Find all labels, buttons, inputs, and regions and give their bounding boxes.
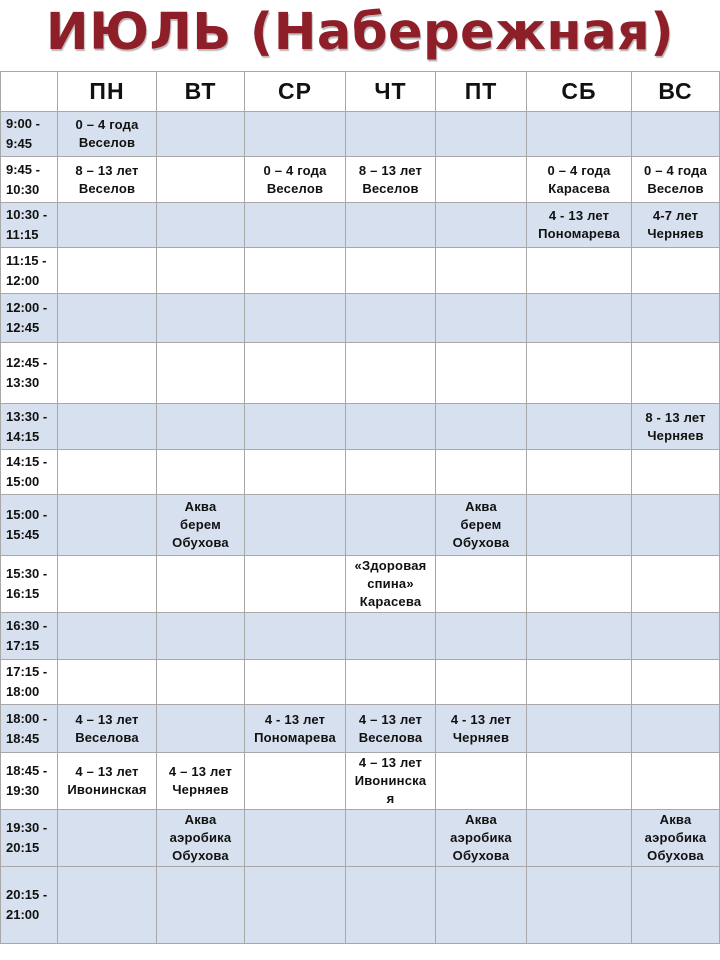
- table-row: [1, 705, 720, 753]
- empty-cell: [58, 404, 157, 450]
- empty-cell: [527, 867, 632, 944]
- table-row: [1, 157, 720, 203]
- empty-cell: [632, 343, 720, 404]
- class-entry-cell: [157, 495, 245, 556]
- class-entry-cell: [58, 157, 157, 203]
- empty-cell: [527, 753, 632, 810]
- empty-cell: [527, 343, 632, 404]
- empty-cell: [157, 157, 245, 203]
- empty-cell: [245, 753, 346, 810]
- empty-cell: [527, 294, 632, 343]
- time-slot-cell: [1, 157, 58, 203]
- time-slot-line: 15:00: [6, 474, 40, 489]
- class-entry-cell: [346, 157, 436, 203]
- class-entry-cell: [58, 705, 157, 753]
- class-entry-cell: [632, 203, 720, 248]
- class-entry-cell: [632, 810, 720, 867]
- class-entry-line: 0 – 4 года: [547, 162, 611, 178]
- class-entry-line: Ивонинска: [354, 773, 427, 788]
- class-entry-line: Веселов: [78, 180, 136, 196]
- time-slot-line: 19:30: [6, 783, 40, 798]
- class-entry-line: Аква: [465, 812, 497, 827]
- class-entry-line: Обухова: [172, 535, 229, 550]
- class-entry-cell: [346, 753, 436, 810]
- class-entry-line: Веселов: [647, 180, 704, 196]
- time-slot-cell: [1, 495, 58, 556]
- time-slot-line: 9:45: [6, 136, 33, 151]
- class-entry-line: Обухова: [452, 848, 510, 863]
- time-slot-line: 21:00: [6, 907, 40, 922]
- class-entry-line: Веселова: [358, 729, 423, 745]
- empty-cell: [157, 613, 245, 660]
- class-entry-cell: [157, 810, 245, 867]
- time-slot-line: 18:45: [6, 730, 40, 746]
- class-entry-cell: [58, 112, 157, 157]
- empty-cell: [245, 867, 346, 944]
- time-slot-cell: [1, 613, 58, 660]
- empty-cell: [436, 294, 527, 343]
- empty-cell: [436, 248, 527, 294]
- empty-cell: [632, 495, 720, 556]
- empty-cell: [436, 753, 527, 810]
- empty-cell: [346, 343, 436, 404]
- class-entry-line: 4-7 лет: [652, 208, 699, 223]
- empty-cell: [157, 343, 245, 404]
- empty-cell: [436, 404, 527, 450]
- class-entry-line: 0 – 4 года: [643, 162, 708, 178]
- class-entry-line: Обухова: [647, 848, 704, 863]
- empty-cell: [157, 112, 245, 157]
- time-slot-line: 20:15: [6, 840, 40, 855]
- header-row: [1, 72, 720, 112]
- class-entry-line: Обухова: [172, 848, 229, 863]
- class-entry-cell: [527, 157, 632, 203]
- empty-cell: [436, 343, 527, 404]
- empty-cell: [346, 294, 436, 343]
- time-slot-line: 19:30 -: [6, 820, 48, 835]
- class-entry-line: Веселова: [75, 729, 139, 745]
- class-entry-line: 0 – 4 года: [75, 117, 139, 132]
- empty-cell: [58, 810, 157, 867]
- class-entry-cell: [632, 157, 720, 203]
- class-entry-line: 4 – 13 лет: [75, 764, 139, 779]
- table-row: [1, 450, 720, 495]
- empty-cell: [527, 404, 632, 450]
- time-slot-line: 18:00: [6, 684, 40, 699]
- class-entry-line: Веселов: [78, 135, 136, 150]
- table-row: [1, 753, 720, 810]
- table-row: [1, 867, 720, 944]
- empty-cell: [346, 613, 436, 660]
- empty-cell: [436, 112, 527, 157]
- empty-cell: [157, 450, 245, 495]
- time-slot-line: 15:30 -: [6, 566, 48, 581]
- empty-cell: [245, 450, 346, 495]
- time-slot-line: 17:15: [6, 638, 40, 653]
- time-slot-line: 18:45 -: [6, 763, 48, 778]
- class-entry-line: Обухова: [452, 535, 510, 550]
- class-entry-line: 4 – 13 лет: [358, 755, 423, 770]
- empty-cell: [346, 450, 436, 495]
- class-entry-cell: [346, 556, 436, 613]
- class-entry-line: Карасева: [548, 180, 610, 196]
- class-entry-line: аэробика: [169, 830, 232, 845]
- class-entry-line: Аква: [465, 499, 497, 514]
- empty-cell: [632, 112, 720, 157]
- empty-cell: [58, 294, 157, 343]
- page-title: ИЮЛЬ (Набережная): [45, 3, 675, 62]
- empty-cell: [58, 343, 157, 404]
- empty-cell: [346, 495, 436, 556]
- empty-cell: [157, 556, 245, 613]
- empty-cell: [157, 294, 245, 343]
- table-row: [1, 810, 720, 867]
- class-entry-line: спина»: [367, 576, 414, 591]
- empty-cell: [632, 294, 720, 343]
- class-entry-line: 4 - 13 лет: [450, 711, 512, 727]
- table-row: [1, 613, 720, 660]
- table-row: [1, 343, 720, 404]
- time-slot-cell: [1, 705, 58, 753]
- empty-cell: [245, 810, 346, 867]
- empty-cell: [632, 613, 720, 660]
- class-entry-line: 4 – 13 лет: [358, 711, 423, 727]
- class-entry-cell: [58, 753, 157, 810]
- empty-cell: [527, 660, 632, 705]
- empty-cell: [58, 613, 157, 660]
- time-slot-line: 17:15 -: [6, 664, 48, 679]
- time-slot-line: 18:00 -: [6, 710, 48, 726]
- time-slot-cell: [1, 203, 58, 248]
- class-entry-cell: [346, 705, 436, 753]
- empty-cell: [436, 613, 527, 660]
- empty-cell: [58, 867, 157, 944]
- empty-cell: [346, 404, 436, 450]
- empty-cell: [527, 495, 632, 556]
- time-slot-line: 15:00 -: [6, 507, 48, 522]
- empty-cell: [58, 660, 157, 705]
- time-slot-line: 12:00: [6, 272, 40, 288]
- class-entry-line: Аква: [184, 499, 217, 514]
- day-header: ВС: [632, 72, 720, 112]
- empty-cell: [436, 556, 527, 613]
- empty-cell: [436, 157, 527, 203]
- class-entry-line: Черняев: [172, 782, 229, 797]
- time-slot-line: 14:15: [6, 428, 40, 444]
- class-entry-line: 8 – 13 лет: [358, 162, 423, 178]
- empty-cell: [436, 867, 527, 944]
- empty-cell: [632, 753, 720, 810]
- empty-cell: [632, 450, 720, 495]
- class-entry-line: 4 – 13 лет: [75, 711, 139, 727]
- empty-cell: [157, 705, 245, 753]
- empty-cell: [346, 203, 436, 248]
- empty-cell: [245, 556, 346, 613]
- class-entry-line: Веселов: [266, 180, 324, 196]
- class-entry-cell: [527, 203, 632, 248]
- table-row: [1, 112, 720, 157]
- empty-cell: [245, 613, 346, 660]
- time-slot-cell: [1, 753, 58, 810]
- class-entry-cell: [436, 705, 527, 753]
- time-slot-cell: [1, 294, 58, 343]
- schedule-table: [0, 71, 720, 944]
- empty-cell: [436, 203, 527, 248]
- time-slot-line: 10:30: [6, 181, 40, 197]
- empty-cell: [245, 203, 346, 248]
- table-row: [1, 556, 720, 613]
- time-slot-cell: [1, 660, 58, 705]
- time-slot-line: 12:45: [6, 320, 40, 335]
- day-header: ВТ: [157, 72, 245, 112]
- table-row: [1, 495, 720, 556]
- class-entry-cell: [632, 404, 720, 450]
- class-entry-line: 8 - 13 лет: [645, 409, 706, 425]
- empty-cell: [245, 294, 346, 343]
- class-entry-line: Пономарева: [254, 729, 336, 745]
- day-header: ПН: [58, 72, 157, 112]
- day-header: ПТ: [436, 72, 527, 112]
- empty-cell: [245, 660, 346, 705]
- empty-cell: [527, 112, 632, 157]
- class-entry-cell: [157, 753, 245, 810]
- empty-cell: [436, 450, 527, 495]
- empty-cell: [245, 248, 346, 294]
- time-slot-cell: [1, 112, 58, 157]
- day-header: ЧТ: [346, 72, 436, 112]
- time-slot-line: 13:30: [6, 375, 40, 390]
- class-entry-cell: [436, 810, 527, 867]
- empty-cell: [157, 203, 245, 248]
- class-entry-line: аэробика: [450, 830, 512, 845]
- class-entry-line: Карасева: [359, 594, 422, 609]
- class-entry-line: я: [386, 791, 395, 806]
- table-row: [1, 203, 720, 248]
- time-slot-line: 10:30 -: [6, 207, 48, 222]
- empty-cell: [632, 867, 720, 944]
- table-row: [1, 294, 720, 343]
- empty-cell: [527, 556, 632, 613]
- class-entry-line: 4 – 13 лет: [168, 764, 233, 779]
- time-slot-line: 11:15: [6, 227, 39, 242]
- time-slot-cell: [1, 248, 58, 294]
- time-slot-line: 9:00 -: [6, 116, 40, 131]
- class-entry-line: «Здоровая: [354, 558, 427, 573]
- class-entry-cell: [245, 705, 346, 753]
- empty-cell: [245, 495, 346, 556]
- time-slot-line: 15:45: [6, 527, 40, 542]
- table-row: [1, 660, 720, 705]
- class-entry-line: Пономарева: [538, 226, 620, 241]
- empty-cell: [527, 613, 632, 660]
- empty-cell: [245, 343, 346, 404]
- class-entry-line: 0 – 4 года: [263, 162, 327, 178]
- empty-cell: [346, 867, 436, 944]
- empty-cell: [346, 810, 436, 867]
- empty-cell: [632, 660, 720, 705]
- class-entry-line: Ивонинская: [67, 782, 147, 797]
- empty-cell: [157, 660, 245, 705]
- table-row: [1, 404, 720, 450]
- time-slot-line: 11:15 -: [6, 252, 47, 268]
- class-entry-line: аэробика: [644, 830, 707, 845]
- empty-cell: [346, 248, 436, 294]
- empty-cell: [632, 556, 720, 613]
- empty-cell: [346, 660, 436, 705]
- time-slot-line: 20:15 -: [6, 887, 48, 902]
- empty-cell: [58, 495, 157, 556]
- empty-cell: [58, 203, 157, 248]
- time-slot-line: 13:30 -: [6, 408, 48, 424]
- class-entry-line: 8 – 13 лет: [75, 162, 139, 178]
- class-entry-line: берем: [460, 517, 502, 532]
- class-entry-line: 4 - 13 лет: [264, 711, 326, 727]
- time-slot-line: 12:00 -: [6, 300, 48, 315]
- time-slot-line: 16:15: [6, 586, 40, 601]
- class-entry-cell: [436, 495, 527, 556]
- time-slot-line: 16:30 -: [6, 618, 48, 633]
- class-entry-line: 4 - 13 лет: [548, 208, 610, 223]
- class-entry-line: берем: [180, 517, 221, 532]
- empty-cell: [527, 450, 632, 495]
- empty-cell: [527, 705, 632, 753]
- empty-cell: [157, 867, 245, 944]
- class-entry-line: Веселов: [362, 180, 419, 196]
- class-entry-line: Черняев: [647, 427, 704, 443]
- empty-cell: [58, 556, 157, 613]
- class-entry-line: Черняев: [647, 226, 704, 241]
- empty-cell: [58, 450, 157, 495]
- class-entry-line: Аква: [659, 812, 692, 827]
- time-slot-line: 14:15 -: [6, 454, 48, 469]
- empty-cell: [245, 112, 346, 157]
- time-slot-line: 12:45 -: [6, 355, 48, 370]
- class-entry-line: Черняев: [452, 729, 510, 745]
- time-slot-cell: [1, 343, 58, 404]
- class-entry-cell: [245, 157, 346, 203]
- time-slot-cell: [1, 556, 58, 613]
- empty-cell: [527, 248, 632, 294]
- empty-cell: [632, 705, 720, 753]
- time-slot-cell: [1, 404, 58, 450]
- time-slot-line: 9:45 -: [6, 161, 40, 177]
- empty-cell: [527, 810, 632, 867]
- corner-cell: [1, 72, 58, 112]
- empty-cell: [157, 248, 245, 294]
- empty-cell: [157, 404, 245, 450]
- table-row: [1, 248, 720, 294]
- time-slot-cell: [1, 867, 58, 944]
- class-entry-line: Аква: [184, 812, 217, 827]
- empty-cell: [58, 248, 157, 294]
- empty-cell: [346, 112, 436, 157]
- empty-cell: [436, 660, 527, 705]
- empty-cell: [245, 404, 346, 450]
- day-header: СБ: [527, 72, 632, 112]
- time-slot-cell: [1, 450, 58, 495]
- empty-cell: [632, 248, 720, 294]
- day-header: СР: [245, 72, 346, 112]
- time-slot-cell: [1, 810, 58, 867]
